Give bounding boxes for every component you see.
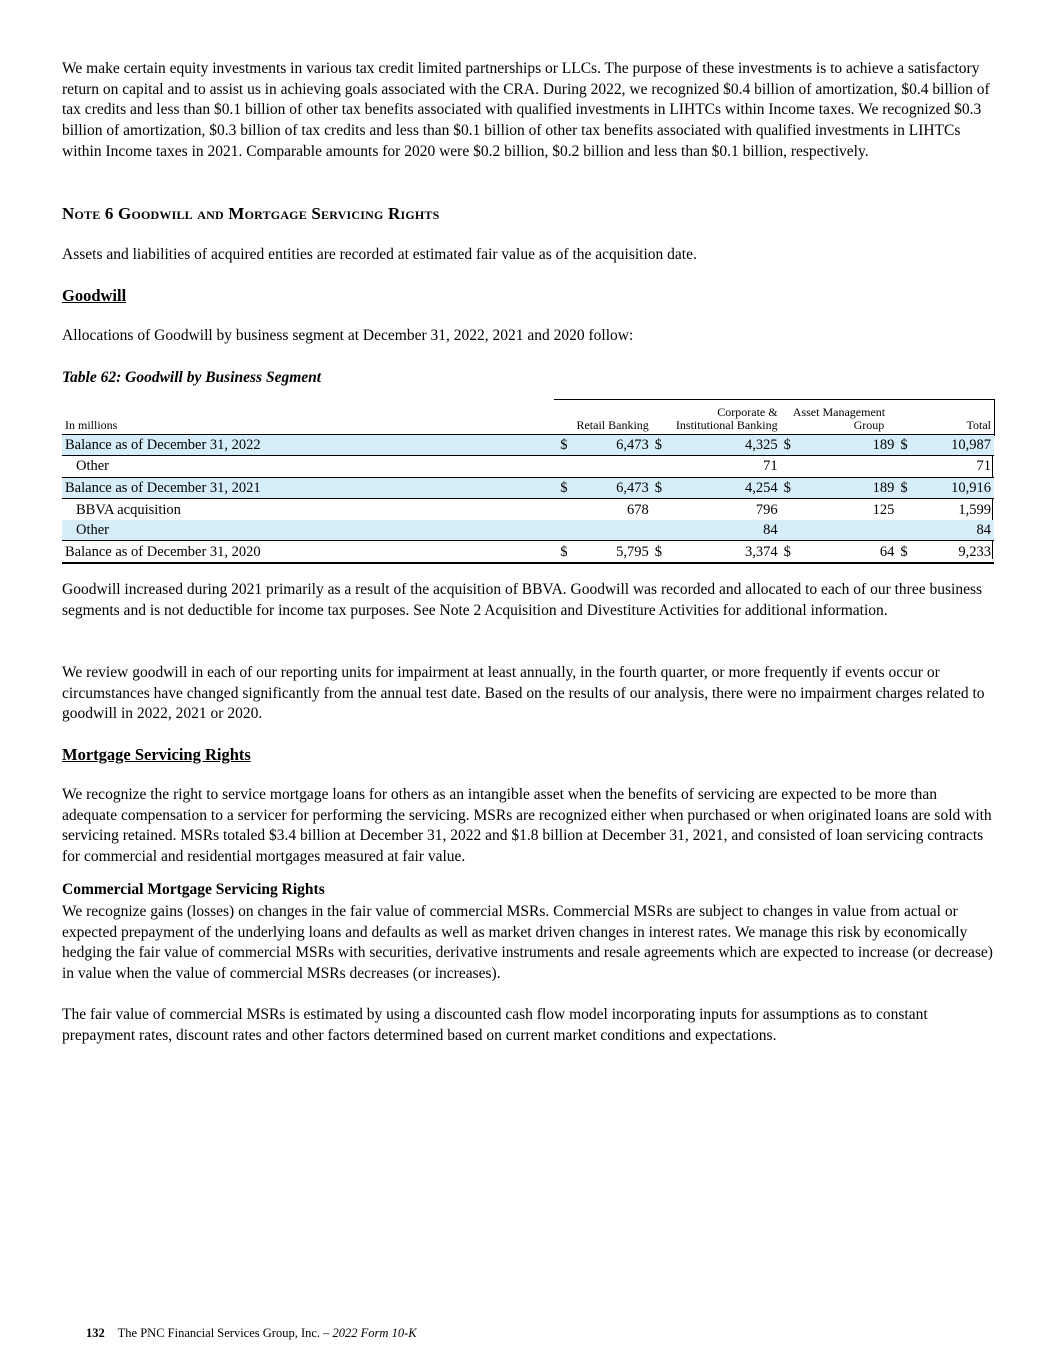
table-header-row	[62, 399, 994, 434]
header-in-millions: In millions	[62, 399, 557, 434]
total-value: 10,987	[913, 434, 994, 456]
row-label: Balance as of December 31, 2020	[62, 541, 557, 563]
msr-paragraph: We recognize the right to service mortgage loans for others as an intangible asset when the benefits of servicing are expected to be more than adequate compensation to a servicer for performing the servicing. MSRs are recognized either when purchased or when originated loans are sold with servicing retained. MSRs totaled $3.4 billion at December 31, 2022 and $1.8 billion at December 31, 2021, and consisted of loan servicing contracts for commercial and residential mortgages measured at fair value.	[62, 786, 992, 866]
row-label: BBVA acquisition	[76, 501, 181, 518]
row-label: Other	[62, 456, 557, 478]
footer-company: The PNC Financial Services Group, Inc. –	[117, 1326, 330, 1340]
row-label: Balance as of December 31, 2022	[62, 434, 557, 456]
allocation-paragraph: Allocations of Goodwill by business segment at December 31, 2022, 2021 and 2020 follow:	[62, 327, 634, 344]
note-title: Note 6 Goodwill and Mortgage Servicing Rights	[62, 204, 440, 223]
amg-value: 189	[797, 434, 898, 456]
total-value: 71	[913, 456, 994, 478]
goodwill-paragraph-2: We review goodwill in each of our reporting units for impairment at least annually, in the fourth quarter, or more frequently if events occur or circumstances have changed significantly from the annual test date. Based on the results of our analysis, there were no impairment charges related to goodwill in 2022, 2021 or 2020.	[62, 664, 985, 723]
goodwill-paragraph-1: Goodwill increased during 2021 primarily as a result of the acquisition of BBVA. Goodwill was recorded and allocated to each of our three business segments and is not deductible for income tax purposes. See Note 2 Acquisition and Divestiture Activities for additional information.	[62, 581, 983, 619]
total-value: 1,599	[958, 501, 991, 518]
cib-value: 3,374	[668, 541, 781, 563]
amg-value: 189	[797, 477, 898, 499]
amg-value: 64	[797, 541, 898, 563]
header-retail-banking: Retail Banking	[557, 399, 652, 434]
header-corporate-institutional-banking: Corporate & Institutional Banking	[652, 399, 781, 434]
total-value: 10,916	[913, 477, 994, 499]
cib-value: 4,325	[668, 434, 781, 456]
intro-paragraph: We make certain equity investments in various tax credit limited partnerships or LLCs. The purpose of these investments is to achieve a satisfactory return on capital and to assist us in achieving goals associated with the CRA. During 2022, we recognized $0.4 billion of amortization, $0.4 billion of tax credits and less than $0.1 billion of other tax benefits associated with qualified investments in LIHTCs within Income taxes. We recognized $0.3 billion of amortization, $0.3 billion of tax credits and less than $0.1 billion of other tax benefits associated with qualified investments in LIHTCs within Income taxes in 2021. Comparable amounts for 2020 were $0.2 billion, $0.2 billion and less than $0.1 billion, respectively.	[62, 60, 990, 160]
table-title: Table 62: Goodwill by Business Segment	[62, 369, 322, 386]
footer-form: 2022 Form 10-K	[332, 1326, 417, 1340]
page-number: 132	[86, 1326, 105, 1340]
row-label: Other	[62, 520, 557, 541]
amg-value: 125	[872, 501, 895, 518]
goodwill-heading: Goodwill	[62, 286, 127, 305]
cib-value: 84	[668, 520, 781, 541]
table-row	[62, 520, 994, 541]
table-row	[62, 499, 994, 520]
goodwill-table	[62, 399, 994, 564]
amg-value	[797, 520, 898, 541]
commercial-msr-paragraph-2: The fair value of commercial MSRs is estimated by using a discounted cash flow model incorporating inputs for assumptions as to constant prepayment rates, discount rates and other factors determined based on current market conditions and expectations.	[62, 1006, 928, 1044]
header-asset-management-group: Asset Management Group	[781, 399, 898, 434]
cib-value: 4,254	[668, 477, 781, 499]
msr-heading: Mortgage Servicing Rights	[62, 745, 251, 764]
table-row: Balance as of December 31, 2020 $ 5,795 $ 3,374 $ 64 $ 9,233	[62, 541, 994, 563]
table-row: Balance as of December 31, 2021 $ 6,473 $ 4,254 $ 189 $ 10,916	[62, 477, 994, 499]
retail-value	[573, 456, 652, 478]
table-row: Balance as of December 31, 2022 $ 6,473 $ 4,325 $ 189 $ 10,987	[62, 434, 994, 456]
commercial-msr-paragraph-1: We recognize gains (losses) on changes in the fair value of commercial MSRs. Commercial MSRs are subject to changes in value from actual or expected prepayment of the underlying loans and defaults as well as market driven changes in interest rates. We manage this risk by economically hedging the fair value of commercial MSRs with securities, derivative instruments and resale agreements which are expected to increase (or decrease) in value when the value of commercial MSRs decreases (or increases).	[62, 903, 993, 983]
commercial-msr-heading: Commercial Mortgage Servicing Rights	[62, 881, 325, 898]
row-label: Balance as of December 31, 2021	[62, 477, 557, 499]
header-total: Total	[897, 399, 994, 434]
assets-paragraph: Assets and liabilities of acquired entities are recorded at estimated fair value as of the acquisition date.	[62, 246, 697, 263]
amg-value	[797, 456, 898, 478]
retail-value: 5,795	[573, 541, 652, 563]
table-row	[62, 456, 994, 478]
retail-value: 6,473	[573, 477, 652, 499]
page-footer	[86, 1326, 417, 1341]
retail-value: 678	[627, 501, 649, 518]
cib-value: 796	[755, 501, 778, 518]
retail-value: 6,473	[573, 434, 652, 456]
retail-value	[573, 520, 652, 541]
cib-value: 71	[668, 456, 781, 478]
total-value: 9,233	[913, 541, 994, 563]
total-value: 84	[913, 520, 994, 541]
